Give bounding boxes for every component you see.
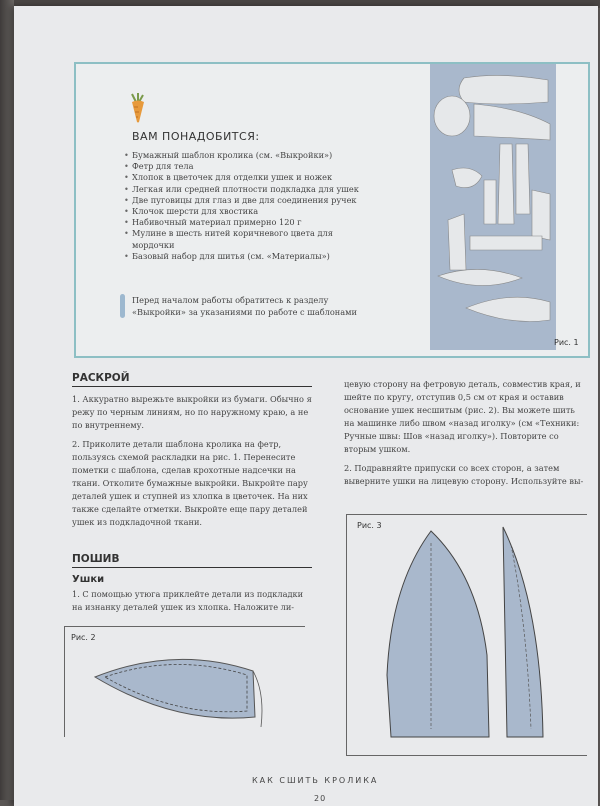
carrot-icon bbox=[126, 92, 150, 124]
fig3-panel bbox=[346, 514, 587, 756]
left-column bbox=[72, 372, 312, 620]
section-heading-raskroy: РАСКРОЙ bbox=[72, 372, 312, 387]
page-number: 20 bbox=[314, 794, 327, 803]
fig2-panel bbox=[64, 626, 305, 737]
list-item: • Хлопок в цветочек для отделки ушек и ножек bbox=[124, 172, 374, 183]
book-page bbox=[14, 6, 598, 806]
materials-note: Перед началом работы обратитесь к разделу «Выкройки» за указаниями по работе с шаблонами bbox=[132, 295, 357, 317]
footer-title: КАК СШИТЬ КРОЛИКА bbox=[252, 776, 379, 785]
note-marker-icon bbox=[120, 294, 125, 318]
fig2-label: Рис. 2 bbox=[71, 633, 96, 642]
list-item: • Фетр для тела bbox=[124, 161, 374, 172]
right-paragraph-1: цевую сторону на фетровую деталь, совместив края, и шейте по кругу, отступив 0,5 см от края и оставив основание ушек несшитым (рис. 2). Вы можете шить на машинке либо швом «назад иголку» (см «Техники: Ручные швы: Шов «назад иголку»). Повторите со вторым ушком. bbox=[344, 379, 581, 454]
list-item: • Базовый набор для шитья (см. «Материалы») bbox=[124, 251, 374, 262]
raskroy-paragraph-1: 1. Аккуратно вырежьте выкройки из бумаги. Обычно я режу по черным линиям, но по наружному краю, а не по внутреннему. bbox=[72, 394, 312, 430]
subheading-ears: Ушки bbox=[72, 574, 105, 585]
section-heading-poshiv: ПОШИВ bbox=[72, 553, 312, 568]
fig3-label: Рис. 3 bbox=[357, 521, 382, 530]
list-item: • Клочок шерсти для хвостика bbox=[124, 206, 374, 217]
list-item: • Две пуговицы для глаз и две для соединения ручек bbox=[124, 195, 374, 206]
right-paragraph-2: 2. Подравняйте припуски со всех сторон, а затем выверните ушки на лицевую сторону. Используйте вы- bbox=[344, 463, 584, 486]
poshiv-paragraph-1: 1. С помощью утюга приклейте детали из подкладки на изнанку деталей ушек из хлопка. Наложите ли- bbox=[72, 589, 304, 612]
raskroy-paragraph-2: 2. Приколите детали шаблона кролика на фетр, пользуясь схемой раскладки на рис. 1. Перенесите пометки с шаблона, сделав крохотные надсечки на ткани. Отколите бумажные выкройки. Выкройте пару деталей ушек и ступней из хлопка в цветочек. На них также сделайте отметки. Выкройте еще пару деталей ушек из подкладочной ткани. bbox=[72, 439, 308, 527]
ear-sewn-diagram bbox=[65, 627, 305, 737]
list-item: • Набивочный материал примерно 120 г bbox=[124, 217, 374, 228]
list-item: • Легкая или средней плотности подкладка для ушек bbox=[124, 184, 374, 195]
list-item: • Мулине в шесть нитей коричневого цвета для мордочки bbox=[124, 228, 374, 250]
fig1-layout-diagram bbox=[430, 64, 556, 350]
materials-list bbox=[124, 150, 374, 262]
fig1-label: Рис. 1 bbox=[554, 338, 579, 347]
right-column bbox=[344, 378, 586, 494]
materials-title: ВАМ ПОНАДОБИТСЯ: bbox=[132, 130, 260, 143]
book-cover-edge bbox=[0, 0, 14, 800]
materials-box bbox=[74, 62, 590, 358]
list-item: • Бумажный шаблон кролика (см. «Выкройки») bbox=[124, 150, 374, 161]
ear-turned-diagram bbox=[347, 515, 587, 755]
